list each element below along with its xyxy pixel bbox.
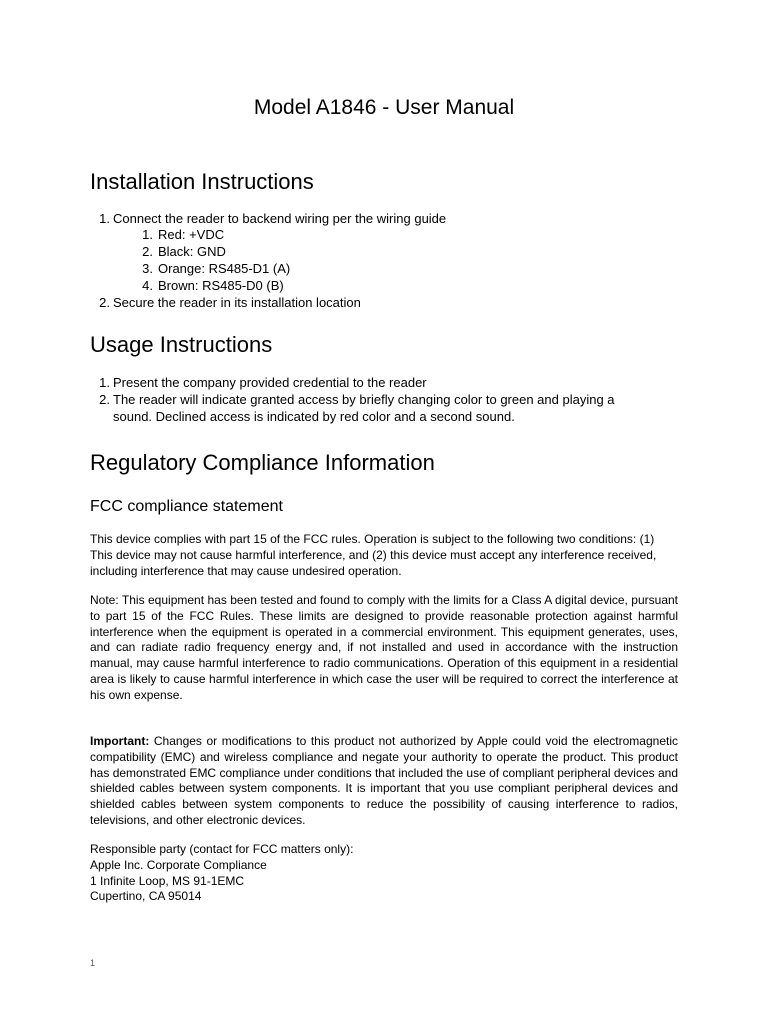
regulatory-heading: Regulatory Compliance Information: [90, 450, 435, 475]
company-name: Apple Inc. Corporate Compliance: [90, 857, 267, 872]
usage-heading: Usage Instructions: [90, 332, 273, 357]
usage-step-2-text-line-2: sound. Declined access is indicated by red color and a second sound.: [113, 409, 515, 424]
wire-item-text: Orange: RS485-D1 (A): [158, 261, 291, 276]
important-paragraph: [90, 734, 678, 829]
fcc-heading: FCC compliance statement: [90, 498, 283, 515]
page-title: Model A1846 - User Manual: [253, 96, 515, 119]
list-number: 1.: [142, 227, 153, 242]
installation-heading: Installation Instructions: [90, 169, 314, 194]
address-line-1: 1 Infinite Loop, MS 91-1EMC: [90, 873, 245, 888]
usage-step-1-text: Present the company provided credential to the reader: [113, 375, 427, 390]
address-line-2: Cupertino, CA 95014: [90, 889, 202, 904]
list-number: 4.: [142, 278, 153, 293]
usage-step-2-text-line-1: The reader will indicate granted access by briefly changing color to green and playing a: [113, 392, 615, 407]
page-number: 1: [90, 958, 96, 968]
responsible-party-block: [90, 842, 678, 905]
list-number: 2.: [142, 244, 153, 259]
fcc-paragraph-2: Note: This equipment has been tested and found to comply with the limits for a Class A digital device, pursuant to part 15 of the FCC Rules. These limits are designed to provide reasonable protection against harmful interference when the equipment is operated in a commercial environment. This equipment generates, uses, and can radiate radio frequency energy and, if not installed and used in accordance with the instruction manual, may cause harmful interference to radio communications. Operation of this equipment in a residential area is likely to cause harmful interference in which case the user will be required to correct the interference at his own expense.: [90, 593, 678, 702]
wire-item-text: Red: +VDC: [158, 227, 225, 242]
responsible-party-label: Responsible party (contact for FCC matters only):: [90, 842, 354, 856]
list-number: 1.: [99, 375, 110, 390]
list-number: 3.: [142, 261, 153, 276]
installation-step-2-text: Secure the reader in its installation location: [113, 295, 361, 310]
list-number: 2.: [99, 295, 110, 310]
list-number: 2.: [99, 392, 110, 407]
important-label: Important:: [90, 734, 150, 748]
fcc-paragraph-1: This device complies with part 15 of the FCC rules. Operation is subject to the following two conditions: (1) This device may not cause harmful interference, and (2) this device must accept any interference received, including interference that may cause undesired operation.: [90, 532, 657, 578]
list-number: 1.: [99, 211, 110, 226]
installation-step-1-text: Connect the reader to backend wiring per the wiring guide: [113, 211, 447, 226]
wire-item-text: Brown: RS485-D0 (B): [158, 278, 284, 293]
important-text: Changes or modifications to this product not authorized by Apple could void the electromagnetic compatibility (EMC) and wireless compliance and negate your authority to operate the product. This product has demonstrated EMC compliance under conditions that included the use of compliant peripheral devices and shielded cables between system components. It is important that you use compliant peripheral devices and shielded cables between system components to reduce the possibility of causing interference to radios, televisions, and other electronic devices.: [90, 734, 678, 827]
wire-item-text: Black: GND: [158, 244, 226, 259]
